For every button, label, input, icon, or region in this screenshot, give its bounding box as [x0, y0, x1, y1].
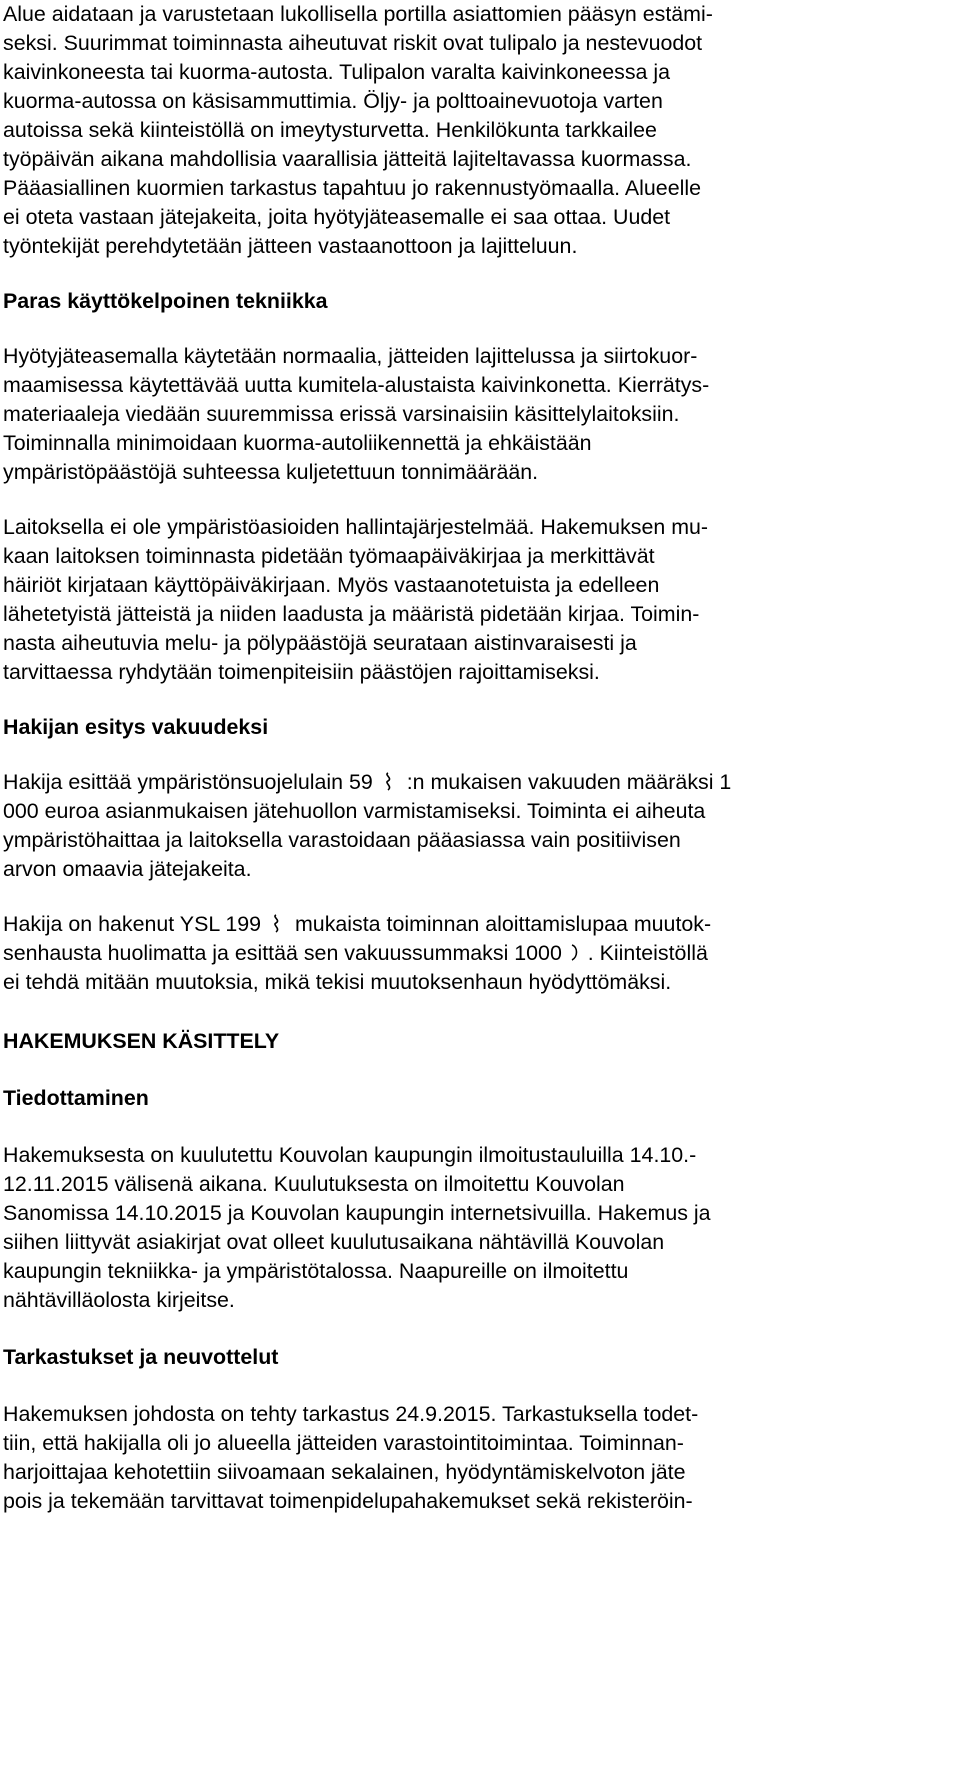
text-line: ei oteta vastaan jätejakeita, joita hyötyjäteasemalle ei saa ottaa. Uudet	[3, 205, 671, 229]
text-line: ei tehdä mitään muutoksia, mikä tekisi muutoksenhaun hyödyttömäksi.	[3, 970, 672, 994]
text-line: nähtävilläolosta kirjeitse.	[3, 1288, 235, 1312]
text-line: autoissa sekä kiinteistöllä on imeytysturvetta. Henkilökunta tarkkailee	[3, 118, 657, 142]
text-line: arvon omaavia jätejakeita.	[3, 857, 252, 881]
text-segment: senhausta huolimatta ja esittää sen vakuussummaksi 1000	[3, 941, 562, 965]
text-line: maamisessa käytettävää uutta kumitela-alustaista kaivinkonetta. Kierrätys-	[3, 373, 710, 397]
paragraph-management-system	[3, 513, 953, 687]
text-line: materiaaleja viedään suuremmissa erissä varsinaisiin käsittelylaitoksiin.	[3, 402, 680, 426]
text-line: työpäivän aikana mahdollisia vaarallisia jätteitä lajiteltavassa kuormassa.	[3, 147, 692, 171]
paragraph-inspections	[3, 1400, 953, 1516]
text-segment: . Kiinteistöllä	[587, 941, 708, 965]
text-segment: Hakija esittää ympäristönsuojelulain 59	[3, 770, 373, 794]
text-line: siihen liittyvät asiakirjat ovat olleet kuulutusaikana nähtävillä Kouvolan	[3, 1230, 665, 1254]
text-line: Toiminnalla minimoidaan kuorma-autoliikennettä ja ehkäistään	[3, 431, 592, 455]
section-heading-inspections: Tarkastukset ja neuvottelut	[3, 1345, 279, 1369]
text-line: Pääasiallinen kuormien tarkastus tapahtuu jo rakennustyömaalla. Alueelle	[3, 176, 701, 200]
text-segment: mukaista toiminnan aloittamislupaa muutok-	[294, 912, 712, 936]
paragraph-site-security	[3, 0, 953, 261]
text-line: Hakemuksesta on kuulutettu Kouvolan kaupungin ilmoitustauluilla 14.10.-	[3, 1143, 697, 1167]
text-line	[3, 768, 953, 797]
text-line: työntekijät perehdytetään jätteen vastaanottoon ja lajitteluun.	[3, 234, 578, 258]
paragraph-start-permit	[3, 910, 953, 997]
text-line: tiin, että hakijalla oli jo alueella jätteiden varastointitoimintaa. Toiminnan-	[3, 1431, 684, 1455]
text-line: Hyötyjäteasemalla käytetään normaalia, jätteiden lajittelussa ja siirtokuor-	[3, 344, 698, 368]
text-line	[3, 939, 953, 968]
text-line: kaivinkoneesta tai kuorma-autosta. Tulipalon varalta kaivinkoneessa ja	[3, 60, 671, 84]
text-line: Hakemuksen johdosta on tehty tarkastus 24.9.2015. Tarkastuksella todet-	[3, 1402, 699, 1426]
text-line: nasta aiheutuvia melu- ja pölypäästöjä seurataan aistinvaraisesti ja	[3, 631, 637, 655]
section-heading-notification: Tiedottaminen	[3, 1086, 149, 1110]
text-line: seksi. Suurimmat toiminnasta aiheutuvat riskit ovat tulipalo ja nestevuodot	[3, 31, 703, 55]
section-sign-symbol-icon	[267, 914, 289, 934]
text-line: 000 euroa asianmukaisen jätehuollon varmistamiseksi. Toiminta ei aiheuta	[3, 799, 706, 823]
section-heading-security: Hakijan esitys vakuudeksi	[3, 715, 269, 739]
paragraph-security-amount	[3, 768, 953, 884]
text-line: lähetetyistä jätteistä ja niiden laadusta ja määristä pidetään kirjaa. Toimin-	[3, 602, 700, 626]
text-line: häiriöt kirjataan käyttöpäiväkirjaan. Myös vastaanotetuista ja edelleen	[3, 573, 660, 597]
text-line: kuorma-autossa on käsisammuttimia. Öljy- ja polttoainevuotoja varten	[3, 89, 663, 113]
text-line: pois ja tekemään tarvittavat toimenpidelupahakemukset sekä rekisteröin-	[3, 1489, 693, 1513]
text-line: harjoittajaa kehotettiin siivoamaan sekalainen, hyödyntämiskelvoton jäte	[3, 1460, 686, 1484]
text-line: Sanomissa 14.10.2015 ja Kouvolan kaupungin internetsivuilla. Hakemus ja	[3, 1201, 711, 1225]
text-line: tarvittaessa ryhdytään toimenpiteisiin päästöjen rajoittamiseksi.	[3, 660, 600, 684]
paragraph-bat	[3, 342, 953, 487]
text-segment: Hakija on hakenut YSL 199	[3, 912, 262, 936]
text-line: kaupungin tekniikka- ja ympäristötalossa. Naapureille on ilmoitettu	[3, 1259, 629, 1283]
paragraph-notification	[3, 1141, 953, 1315]
text-line: ympäristöpäästöjä suhteessa kuljetettuun tonnimäärään.	[3, 460, 539, 484]
section-heading-bat: Paras käyttökelpoinen tekniikka	[3, 289, 328, 313]
document-page	[3, 0, 953, 1516]
section-sign-symbol-icon	[379, 772, 401, 792]
euro-symbol-icon	[568, 939, 582, 968]
text-line: 12.11.2015 välisenä aikana. Kuulutuksesta on ilmoitettu Kouvolan	[3, 1172, 625, 1196]
section-heading-processing: HAKEMUKSEN KÄSITTELY	[3, 1029, 280, 1053]
text-line: Alue aidataan ja varustetaan lukollisella portilla asiattomien pääsyn estämi-	[3, 2, 713, 26]
text-line: ympäristöhaittaa ja laitoksella varastoidaan pääasiassa vain positiivisen	[3, 828, 681, 852]
text-line: kaan laitoksen toiminnasta pidetään työmaapäiväkirjaa ja merkittävät	[3, 544, 655, 568]
text-line	[3, 910, 953, 939]
text-line: Laitoksella ei ole ympäristöasioiden hallintajärjestelmää. Hakemuksen mu-	[3, 515, 709, 539]
text-segment: :n mukaisen vakuuden määräksi 1	[406, 770, 732, 794]
